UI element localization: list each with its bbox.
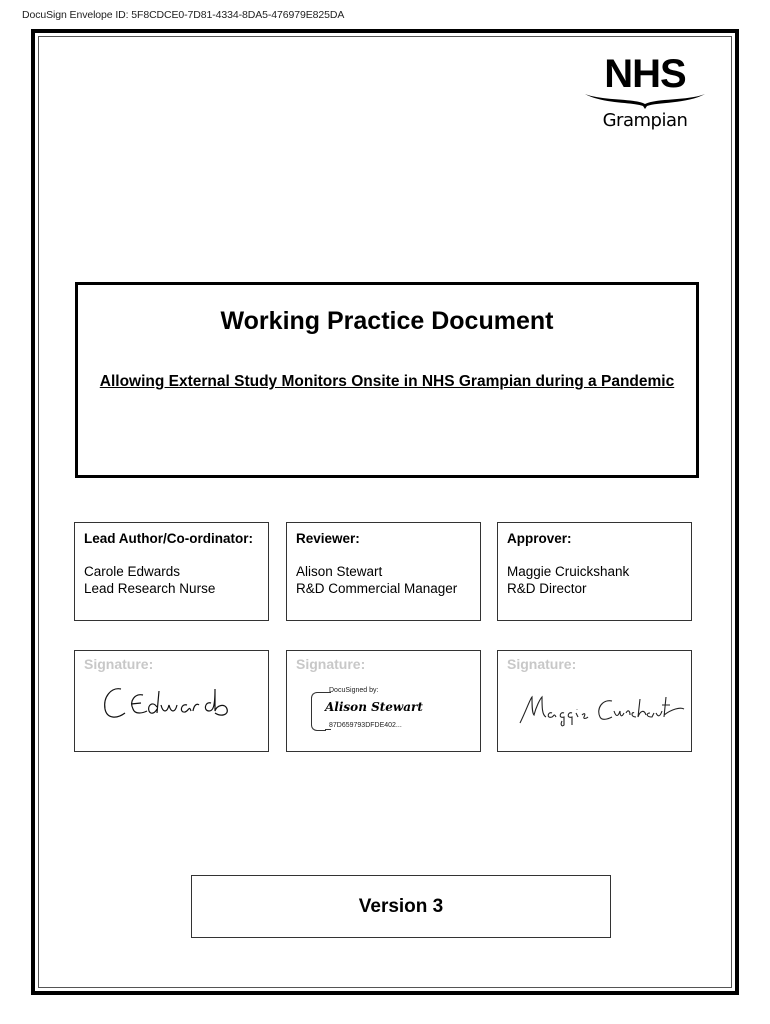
docusign-stamp xyxy=(311,687,431,737)
document-title: Working Practice Document xyxy=(220,307,554,335)
document-subtitle: Allowing External Study Monitors Onsite in NHS Grampian during a Pandemic xyxy=(99,373,675,390)
signature-box-approver xyxy=(497,650,692,752)
page-frame-inner xyxy=(38,36,732,988)
docusign-hash: 87D659793DFDE402... xyxy=(329,722,402,729)
signature-box-reviewer xyxy=(286,650,481,752)
title-box xyxy=(75,282,699,478)
version-box: Version 3 xyxy=(191,875,611,938)
docusign-bracket xyxy=(311,692,326,731)
nhs-grampian-logo xyxy=(580,52,710,146)
handwritten-signature-icon xyxy=(516,691,686,727)
signature-box-author xyxy=(74,650,269,752)
role-position: R&D Director xyxy=(507,581,587,596)
lead-author-box xyxy=(74,522,269,621)
approver-box xyxy=(497,522,692,621)
role-name: Alison Stewart xyxy=(296,564,383,579)
role-label: Approver: xyxy=(507,531,572,546)
role-name: Maggie Cruickshank xyxy=(507,564,630,579)
docusign-signer-name: Alison Stewart xyxy=(325,700,423,714)
handwritten-signature-icon xyxy=(99,683,249,727)
logo-region: Grampian xyxy=(602,110,688,131)
role-position: R&D Commercial Manager xyxy=(296,581,458,596)
role-label: Reviewer: xyxy=(296,531,360,546)
role-name: Carole Edwards xyxy=(84,564,181,579)
signature-label: Signature: xyxy=(296,656,366,672)
role-label: Lead Author/Co-ordinator: xyxy=(84,531,253,546)
signature-label: Signature: xyxy=(84,656,154,672)
page-frame xyxy=(31,29,739,995)
reviewer-box xyxy=(286,522,481,621)
docusign-envelope-id: DocuSign Envelope ID: 5F8CDCE0-7D81-4334-8DA5-476979E825DA xyxy=(22,9,345,21)
role-position: Lead Research Nurse xyxy=(84,581,216,596)
logo-org: NHS xyxy=(604,52,686,96)
signature-label: Signature: xyxy=(507,656,577,672)
docusigned-by-label: DocuSigned by: xyxy=(329,687,379,694)
